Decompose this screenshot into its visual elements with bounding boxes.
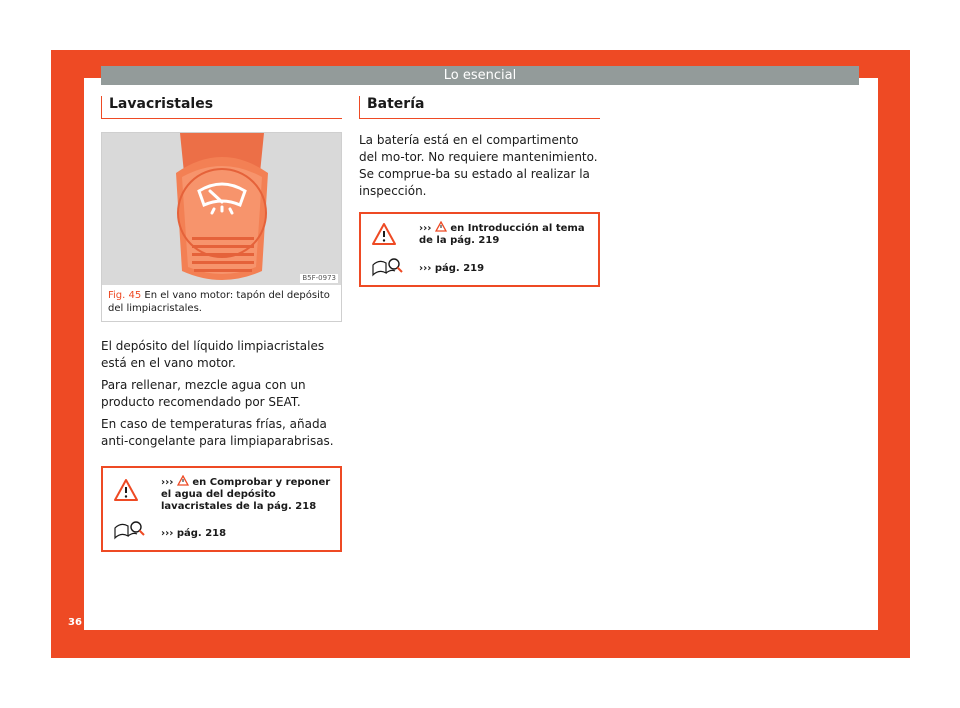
- paragraph-3: En caso de temperaturas frías, añada anti-congelante para limpiaparabrisas.: [101, 417, 334, 448]
- reference-note-box: [101, 466, 342, 552]
- paragraph-2: Para rellenar, mezcle agua con un producto recomendado por SEAT.: [101, 378, 306, 409]
- page-reference[interactable]: ››› pág. 219: [419, 263, 485, 274]
- warning-prefix: ›››: [161, 477, 174, 488]
- warning-reference[interactable]: [161, 475, 334, 513]
- section-title-bateria: Batería: [359, 96, 600, 119]
- figure-caption: [102, 285, 341, 321]
- warning-prefix: ›››: [419, 223, 432, 234]
- header-bar: Lo esencial: [101, 66, 859, 85]
- warning-reference[interactable]: [419, 221, 592, 247]
- washer-cap-image: [102, 133, 341, 285]
- image-code: B5F-0973: [302, 274, 336, 282]
- inline-warning-icon: [435, 221, 447, 232]
- warning-text: en Comprobar y reponer el agua del depósito lavacristales de la pág. 218: [161, 477, 331, 512]
- figure-caption-text: En el vano motor: tapón del depósito del limpiacristales.: [108, 290, 330, 314]
- figure-45: [101, 132, 342, 322]
- washer-reservoir-cap-illustration: [102, 133, 341, 285]
- reference-note-box: [359, 212, 600, 287]
- book-magnifier-icon: [371, 257, 405, 279]
- section-title-lavacristales: Lavacristales: [101, 96, 342, 119]
- warning-text: en Introducción al tema de la pág. 219: [419, 223, 585, 246]
- book-magnifier-icon: [113, 520, 147, 542]
- page-number: 36: [68, 617, 82, 628]
- lavacristales-section: [101, 96, 342, 552]
- inline-warning-icon: [177, 475, 189, 486]
- page-reference[interactable]: ››› pág. 218: [161, 528, 227, 539]
- figure-label: Fig. 45: [108, 290, 142, 301]
- bateria-paragraph: La batería está en el compartimento del mo-tor. No requiere mantenimiento. Se comprue-ba su estado al realizar la inspección.: [359, 133, 598, 198]
- warning-triangle-icon: [371, 222, 397, 246]
- bateria-section: [359, 96, 600, 287]
- paragraph-1: El depósito del líquido limpiacristales está en el vano motor.: [101, 339, 325, 370]
- warning-triangle-icon: [113, 478, 139, 502]
